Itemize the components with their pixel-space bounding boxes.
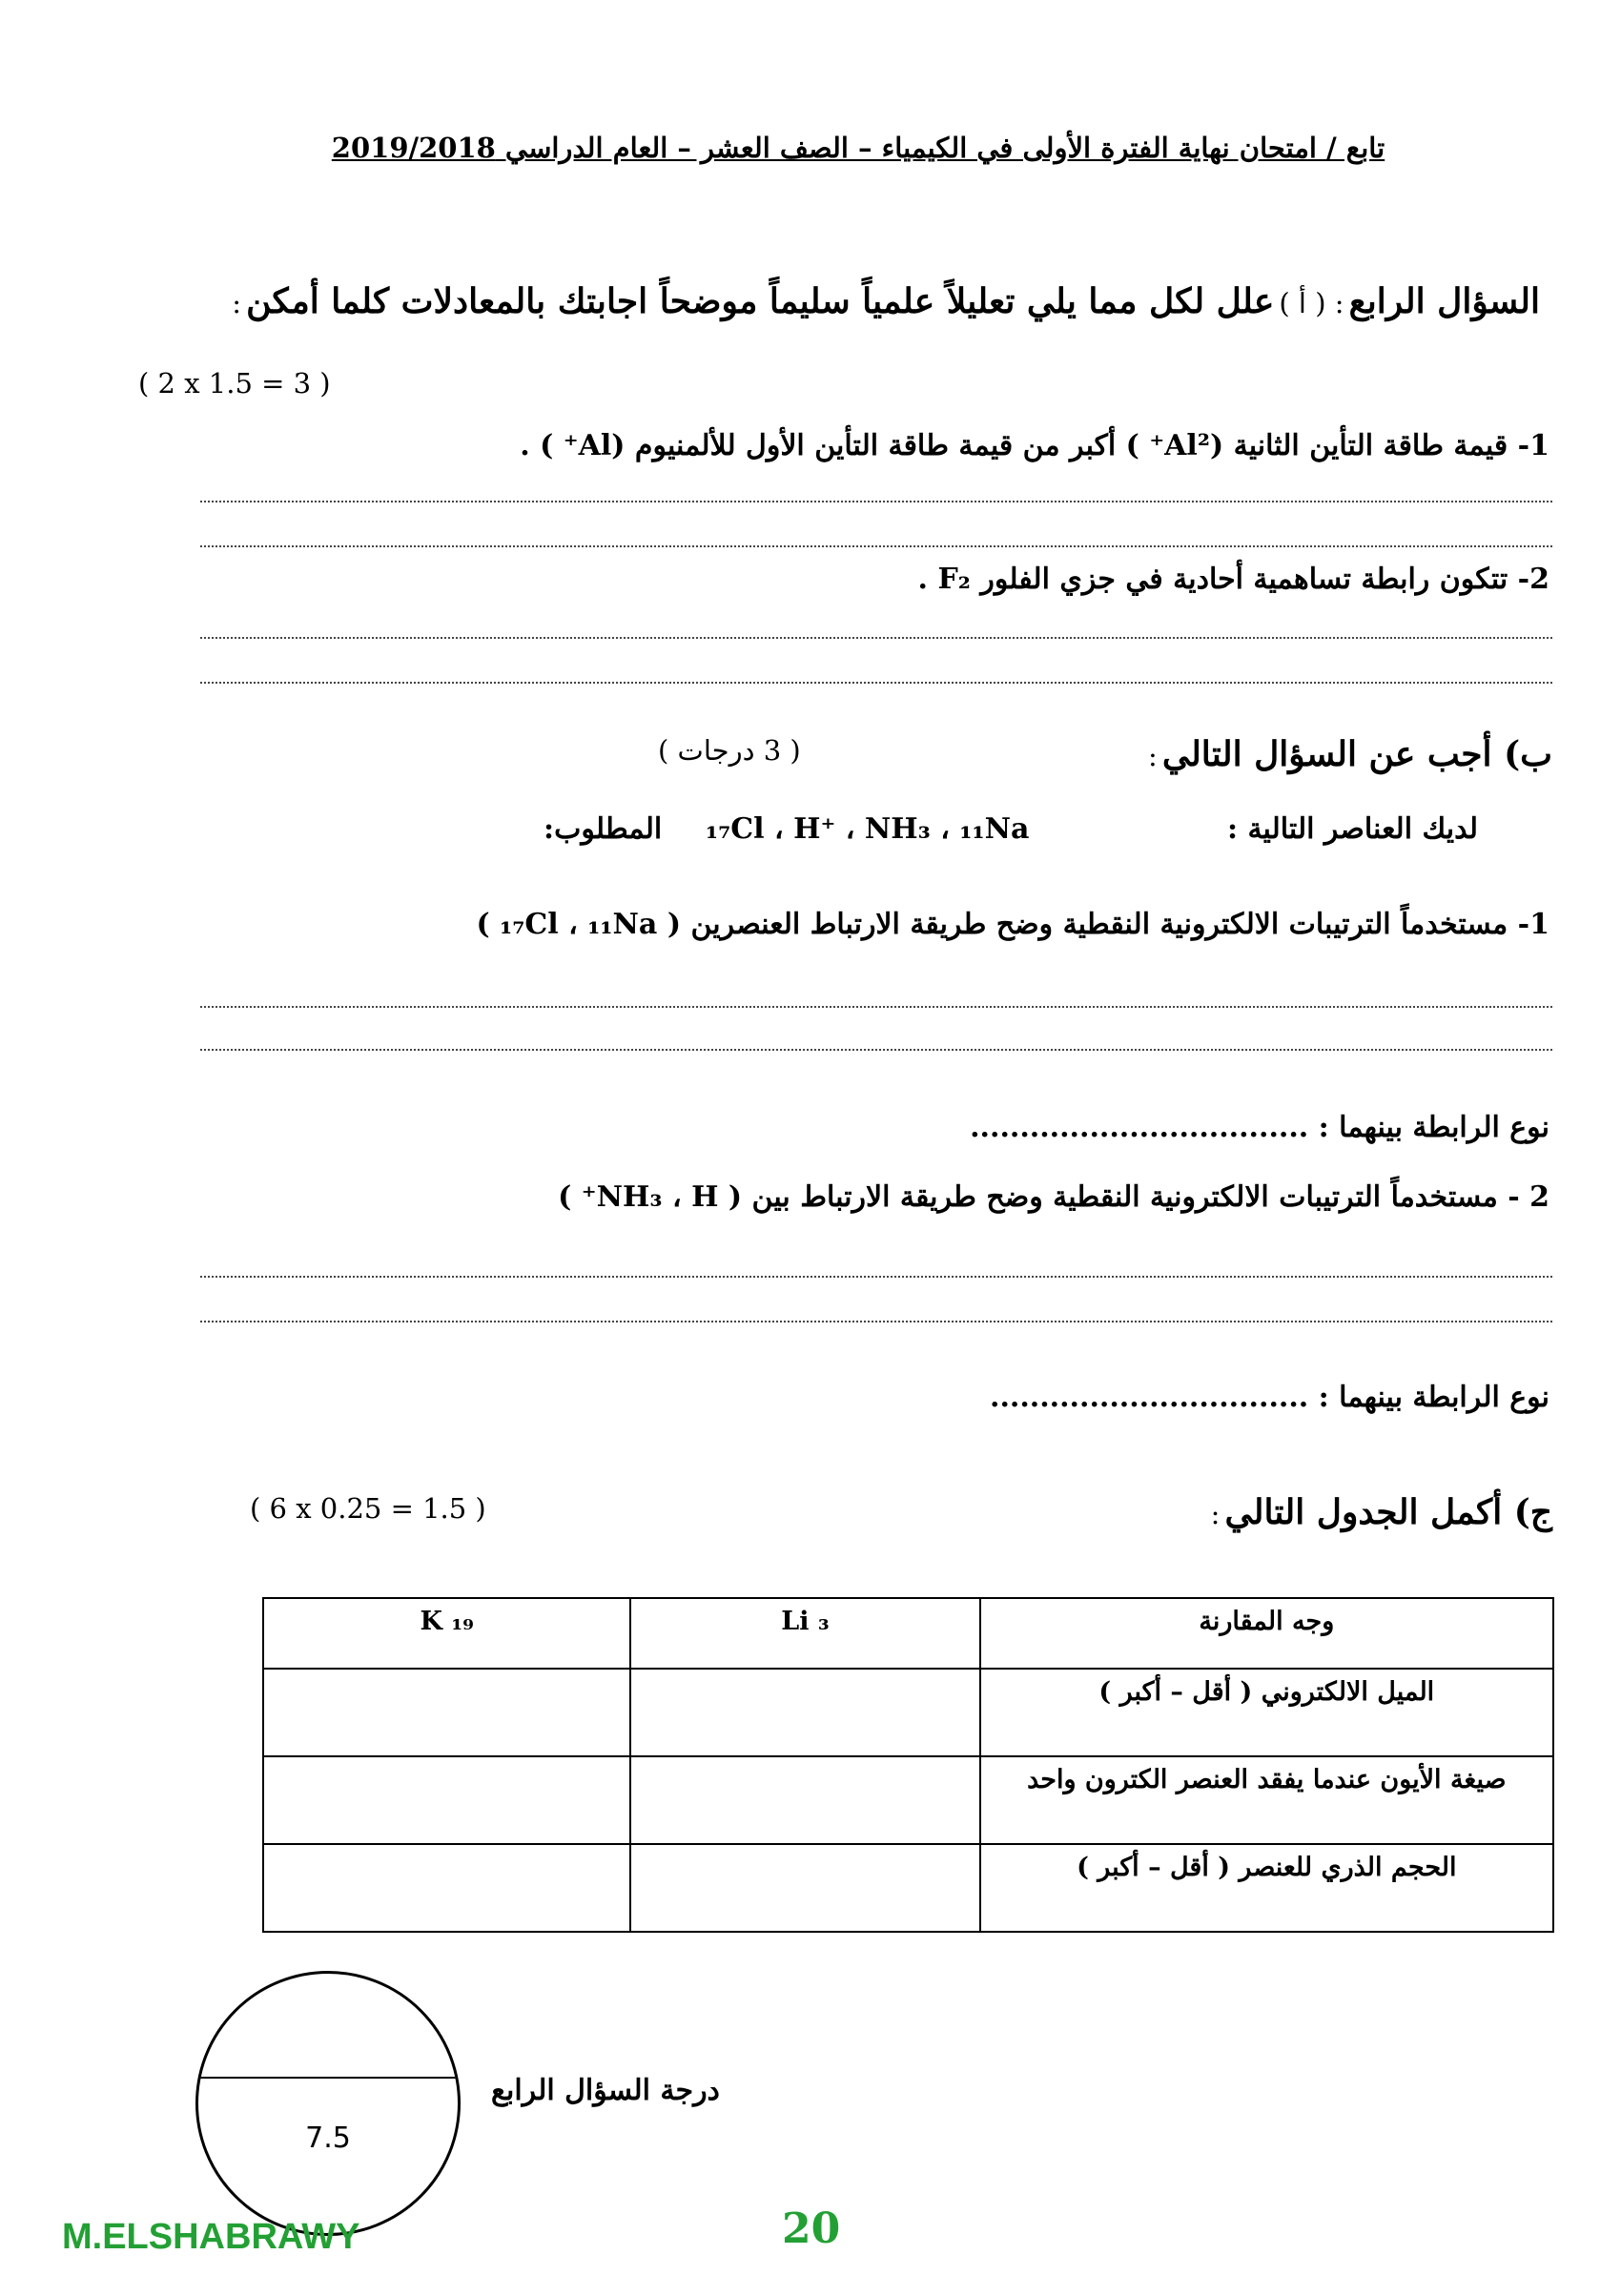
part-c-colon: : (1210, 1498, 1221, 1530)
bond-type-1: نوع الرابطة بينهما : .................................. (970, 1111, 1549, 1144)
part-a-marks: ( 2 x 1.5 = 3 ) (138, 367, 331, 400)
row-label: صيغة الأيون عندما يفقد العنصر الكترون واحد (980, 1756, 1553, 1844)
part-b-label: ب) أجب عن السؤال التالي (1161, 734, 1552, 774)
elements-list: ₁₇Cl ، H⁺ ، NH₃ ، ₁₁Na (706, 812, 1030, 846)
table-row (263, 1669, 1553, 1756)
answer-line[interactable] (200, 1049, 1552, 1051)
q4-part-a-instruction: علل لكل مما يلي تعليلاً علمياً سليماً موضحاً اجابتك بالمعادلات كلما أمكن (246, 281, 1275, 321)
answer-cell[interactable] (263, 1844, 630, 1932)
part-c-heading (1211, 1492, 1552, 1532)
q4-title-line (232, 281, 1540, 321)
row-label: الحجم الذري للعنصر ( أقل – أكبر ) (980, 1844, 1553, 1932)
header-li: ₃ Li (630, 1598, 979, 1669)
score-circle (195, 1971, 461, 2236)
answer-cell[interactable] (263, 1669, 630, 1756)
header-comparison: وجه المقارنة (980, 1598, 1553, 1669)
item-2-text: 2- تتكون رابطة تساهمية أحادية في جزي الفلور F₂ . (917, 563, 1549, 596)
part-c-marks: ( 6 x 0.25 = 1.5 ) (250, 1492, 486, 1525)
b1-text: 1- مستخدماً الترتيبات الالكترونية النقطية وضح طريقة الارتباط العنصرين ( ₁₇Cl ، ₁₁Na ) (476, 908, 1549, 941)
page-number: 20 (782, 2204, 841, 2253)
table-row (263, 1844, 1553, 1932)
part-b-colon: : (1147, 740, 1158, 772)
author-name: M.ELSHABRAWY (62, 2217, 360, 2257)
part-b-heading (1148, 734, 1552, 774)
elements-intro: لديك العناصر التالية : (1226, 812, 1478, 846)
q4-part-a-marker: : ( أ ) (1279, 287, 1344, 319)
answer-cell[interactable] (630, 1844, 979, 1932)
answer-line[interactable] (200, 1321, 1552, 1322)
b2-text: 2 - مستخدماً الترتيبات الالكترونية النقطية وضح طريقة الارتباط بين ( NH₃ ، H⁺ ) (558, 1180, 1549, 1214)
header-k: ₁₉ K (263, 1598, 630, 1669)
score-divider (198, 2077, 458, 2079)
exam-header: تابع / امتحان نهاية الفترة الأولى في الكيمياء – الصف العشر – العام الدراسي 2019/2018 (331, 132, 1385, 164)
required-label: المطلوب: (544, 812, 663, 846)
answer-line[interactable] (200, 1006, 1552, 1008)
score-max: 7.5 (305, 2122, 351, 2155)
answer-line[interactable] (200, 1276, 1552, 1278)
answer-line[interactable] (200, 545, 1552, 547)
answer-cell[interactable] (630, 1669, 979, 1756)
part-b-marks: ( 3 درجات ) (658, 734, 801, 767)
q4-part-a-colon: : (232, 287, 242, 319)
row-label: الميل الالكتروني ( أقل – أكبر ) (980, 1669, 1553, 1756)
comparison-table (262, 1597, 1554, 1933)
bond-type-2: نوع الرابطة بينهما : ................................ (990, 1381, 1549, 1414)
answer-line[interactable] (200, 501, 1552, 502)
score-label: درجة السؤال الرابع (491, 2074, 720, 2107)
q4-title: السؤال الرابع (1348, 281, 1540, 321)
item-1-text: 1- قيمة طاقة التأين الثانية (Al²⁺ ) أكبر من قيمة طاقة التأين الأول للألمنيوم (Al⁺ ) . (520, 429, 1549, 462)
answer-cell[interactable] (263, 1756, 630, 1844)
answer-line[interactable] (200, 637, 1552, 639)
answer-cell[interactable] (630, 1756, 979, 1844)
answer-line[interactable] (200, 682, 1552, 684)
table-header-row (263, 1598, 1553, 1669)
part-c-label: ج) أكمل الجدول التالي (1224, 1492, 1552, 1532)
table-row (263, 1756, 1553, 1844)
